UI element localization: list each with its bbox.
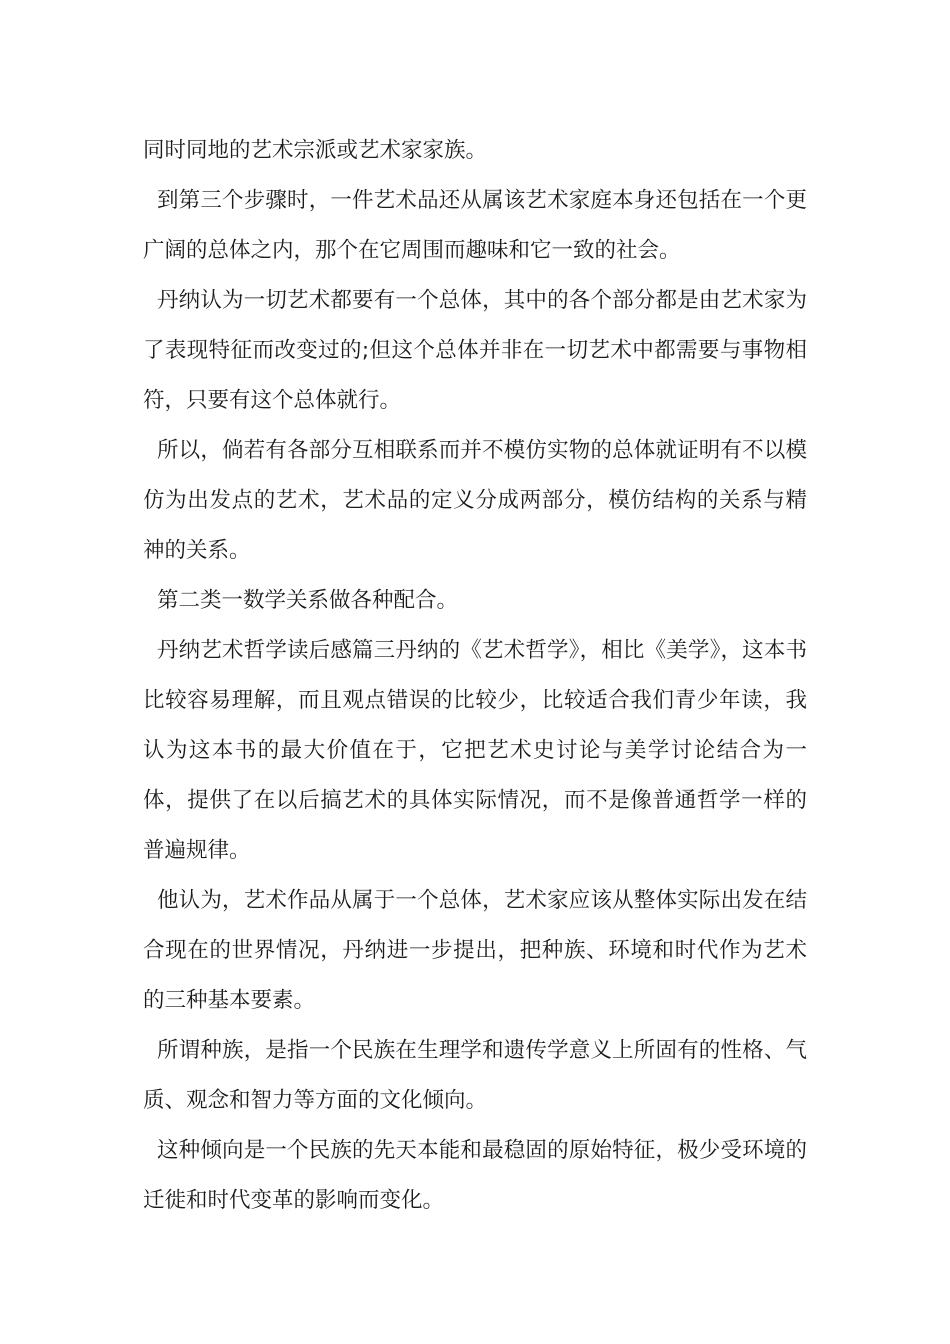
document-body (143, 126, 807, 1226)
paragraph-3: 丹纳认为一切艺术都要有一个总体，其中的各个部分都是由艺术家为了表现特征而改变过的;但这个总体并非在一切艺术中都需要与事物相符，只要有这个总体就行。 (143, 288, 807, 413)
paragraph-7: 他认为，艺术作品从属于一个总体，艺术家应该从整体实际出发在结合现在的世界情况，丹纳进一步提出，把种族、环境和时代作为艺术的三种基本要素。 (143, 888, 807, 1013)
paragraph-2: 到第三个步骤时，一件艺术品还从属该艺术家庭本身还包括在一个更广阔的总体之内，那个在它周围而趣味和它一致的社会。 (143, 188, 807, 263)
paragraph-9: 这种倾向是一个民族的先天本能和最稳固的原始特征，极少受环境的迁徙和时代变革的影响而变化。 (143, 1138, 807, 1213)
paragraph-5: 第二类一数学关系做各种配合。 (157, 588, 459, 613)
paragraph-8: 所谓种族，是指一个民族在生理学和遗传学意义上所固有的性格、气质、观念和智力等方面的文化倾向。 (143, 1038, 807, 1113)
paragraph-1: 同时同地的艺术宗派或艺术家家族。 (143, 138, 488, 163)
paragraph-4: 所以，倘若有各部分互相联系而并不模仿实物的总体就证明有不以模仿为出发点的艺术，艺术品的定义分成两部分，模仿结构的关系与精神的关系。 (143, 438, 807, 563)
paragraph-6: 丹纳艺术哲学读后感篇三丹纳的《艺术哲学》，相比《美学》，这本书比较容易理解，而且观点错误的比较少，比较适合我们青少年读，我认为这本书的最大价值在于，它把艺术史讨论与美学讨论结合为一体，提供了在以后搞艺术的具体实际情况，而不是像普通哲学一样的普遍规律。 (143, 638, 807, 863)
